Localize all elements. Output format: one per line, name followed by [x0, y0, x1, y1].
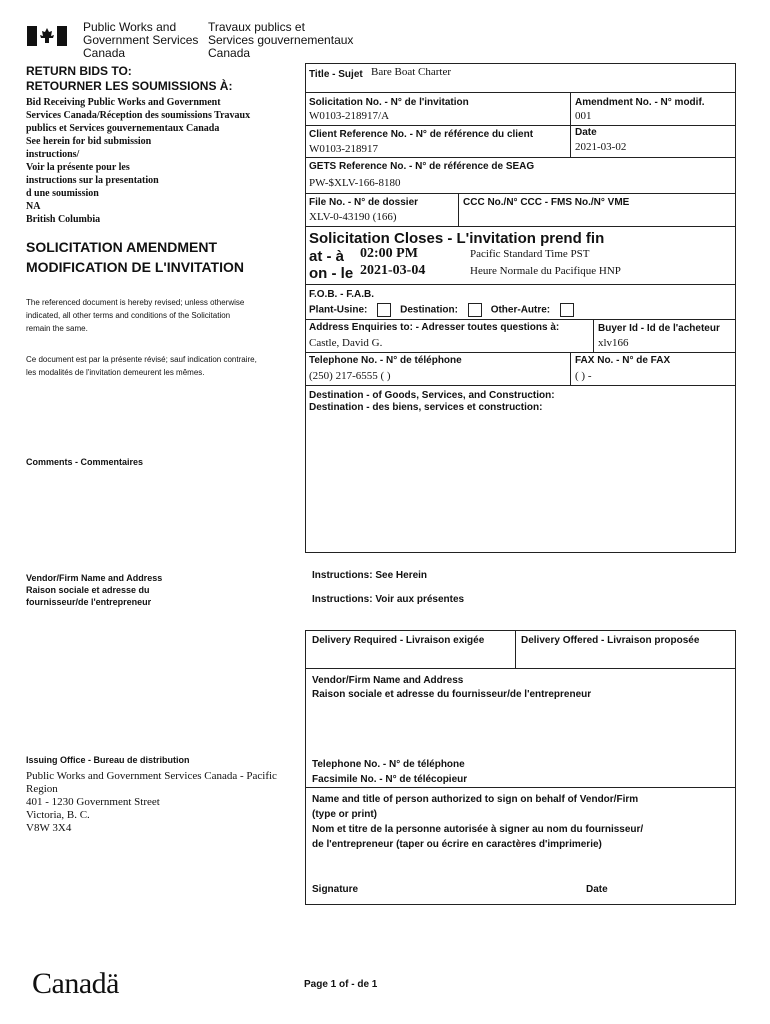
issuing-office-label: Issuing Office - Bureau de distribution	[26, 755, 190, 765]
fax-label: FAX No. - N° de FAX	[575, 355, 671, 366]
authorized-person-label: Name and title of person authorized to sign on behalf of Vendor/Firm (type or print) Nom et titre de la personne autorisée à signer au nom du fournisseur/ de l'entrepreneur (taper ou écrire en caractères d'imprimerie)	[312, 794, 644, 850]
amendment-title: SOLICITATION AMENDMENT MODIFICATION DE L'INVITATION	[26, 239, 244, 275]
vendor-telephone-label: Telephone No. - N° de téléphone	[312, 759, 465, 770]
comments-label: Comments - Commentaires	[26, 457, 144, 467]
solicitation-number-value: W0103-218917/A	[309, 110, 390, 122]
closing-date-value: 2021-03-04	[360, 263, 426, 278]
title-value: Bare Boat Charter	[371, 66, 452, 78]
other-label: Other-Autre:	[490, 304, 551, 316]
instructions-en: Instructions: See Herein	[312, 570, 428, 581]
timezone-fr: Heure Normale du Pacifique HNP	[470, 265, 621, 277]
buyer-id-value: xlv166	[598, 337, 629, 349]
page-number: Page 1 of - de 1	[304, 979, 378, 990]
solicitation-number-label: Solicitation No. - N° de l'invitation	[309, 97, 469, 108]
canada-flag-icon	[27, 26, 67, 51]
file-number-value: XLV-0-43190 (166)	[309, 211, 397, 223]
delivery-required-label: Delivery Required - Livraison exigée	[312, 635, 485, 646]
gets-reference-label: GETS Reference No. - N° de référence de SEAG	[309, 161, 535, 172]
address-enquiries-value: Castle, David G.	[309, 337, 383, 349]
plant-checkbox[interactable]	[377, 303, 391, 317]
return-bids-title: RETURN BIDS TO: RETOURNER LES SOUMISSIONS À:	[26, 64, 233, 93]
signature-date-label: Date	[586, 884, 608, 895]
canada-wordmark: Canadä	[32, 967, 119, 1000]
fob-label: F.O.B. - F.A.B.	[309, 289, 374, 300]
fax-value: ( ) -	[575, 370, 592, 382]
address-enquiries-label: Address Enquiries to: - Adresser toutes questions à:	[309, 322, 560, 333]
date-value: 2021-03-02	[575, 141, 627, 153]
telephone-label: Telephone No. - N° de téléphone	[309, 355, 462, 366]
vendor-left-label: Vendor/Firm Name and Address Raison sociale et adresse du fournisseur/de l'entrepreneur	[26, 573, 163, 607]
department-name-fr: Travaux publics et Services gouvernementaux Canada	[208, 20, 354, 60]
vendor-fax-label: Facsimile No. - N° de télécopieur	[312, 774, 468, 785]
issuing-office-address: Public Works and Government Services Canada - Pacific Region 401 - 1230 Government Street Victoria, B. C. V8W 3X4	[26, 770, 277, 834]
title-label: Title - Sujet	[309, 69, 363, 80]
vendor-name-address-label: Vendor/Firm Name and Address Raison sociale et adresse du fournisseur/de l'entrepreneur	[312, 675, 592, 700]
solicitation-closes-title: Solicitation Closes - L'invitation prend fin	[309, 230, 605, 247]
destination-checkbox[interactable]	[468, 303, 482, 317]
closing-on-label: on - le	[309, 265, 354, 282]
amendment-number-label: Amendment No. - N° modif.	[575, 97, 705, 108]
date-label: Date	[575, 127, 597, 138]
department-name-en: Public Works and Government Services Canada	[83, 20, 199, 60]
telephone-value: (250) 217-6555 ( )	[309, 370, 391, 382]
signature-label: Signature	[312, 884, 359, 895]
ccc-number-label: CCC No./N° CCC - FMS No./N° VME	[463, 197, 630, 208]
return-bids-address: Bid Receiving Public Works and Government Services Canada/Réception des soumissions Travaux publics et Services gouvernementaux Canada See herein for bid submission instructions/ Voir la présente pour les instructions sur la presentation d une soumission NA British Columbia	[26, 97, 251, 225]
delivery-offered-label: Delivery Offered - Livraison proposée	[521, 635, 700, 646]
gets-reference-value: PW-$XLV-166-8180	[309, 177, 401, 189]
amendment-number-value: 001	[575, 110, 592, 122]
client-reference-value: W0103-218917	[309, 143, 379, 155]
fob-options	[309, 303, 580, 317]
closing-at-label: at - à	[309, 248, 345, 265]
other-checkbox[interactable]	[560, 303, 574, 317]
amendment-paragraph-fr: Ce document est par la présente révisé; sauf indication contraire, les modalités de l'invitation demeurent les mêmes.	[26, 355, 257, 377]
instructions-fr: Instructions: Voir aux présentes	[312, 594, 465, 605]
buyer-id-label: Buyer Id - Id de l'acheteur	[598, 323, 720, 334]
timezone-en: Pacific Standard Time PST	[470, 248, 590, 260]
destination-label: Destination:	[400, 304, 458, 316]
closing-time-value: 02:00 PM	[360, 246, 418, 261]
plant-label: Plant-Usine:	[309, 304, 368, 316]
file-number-label: File No. - N° de dossier	[309, 197, 419, 208]
destination-goods-label: Destination - of Goods, Services, and Construction: Destination - des biens, services et construction:	[309, 390, 555, 413]
client-reference-label: Client Reference No. - N° de référence du client	[309, 129, 534, 140]
amendment-paragraph-en: The referenced document is hereby revised; unless otherwise indicated, all other terms and conditions of the Solicitation remain the same.	[26, 298, 245, 333]
